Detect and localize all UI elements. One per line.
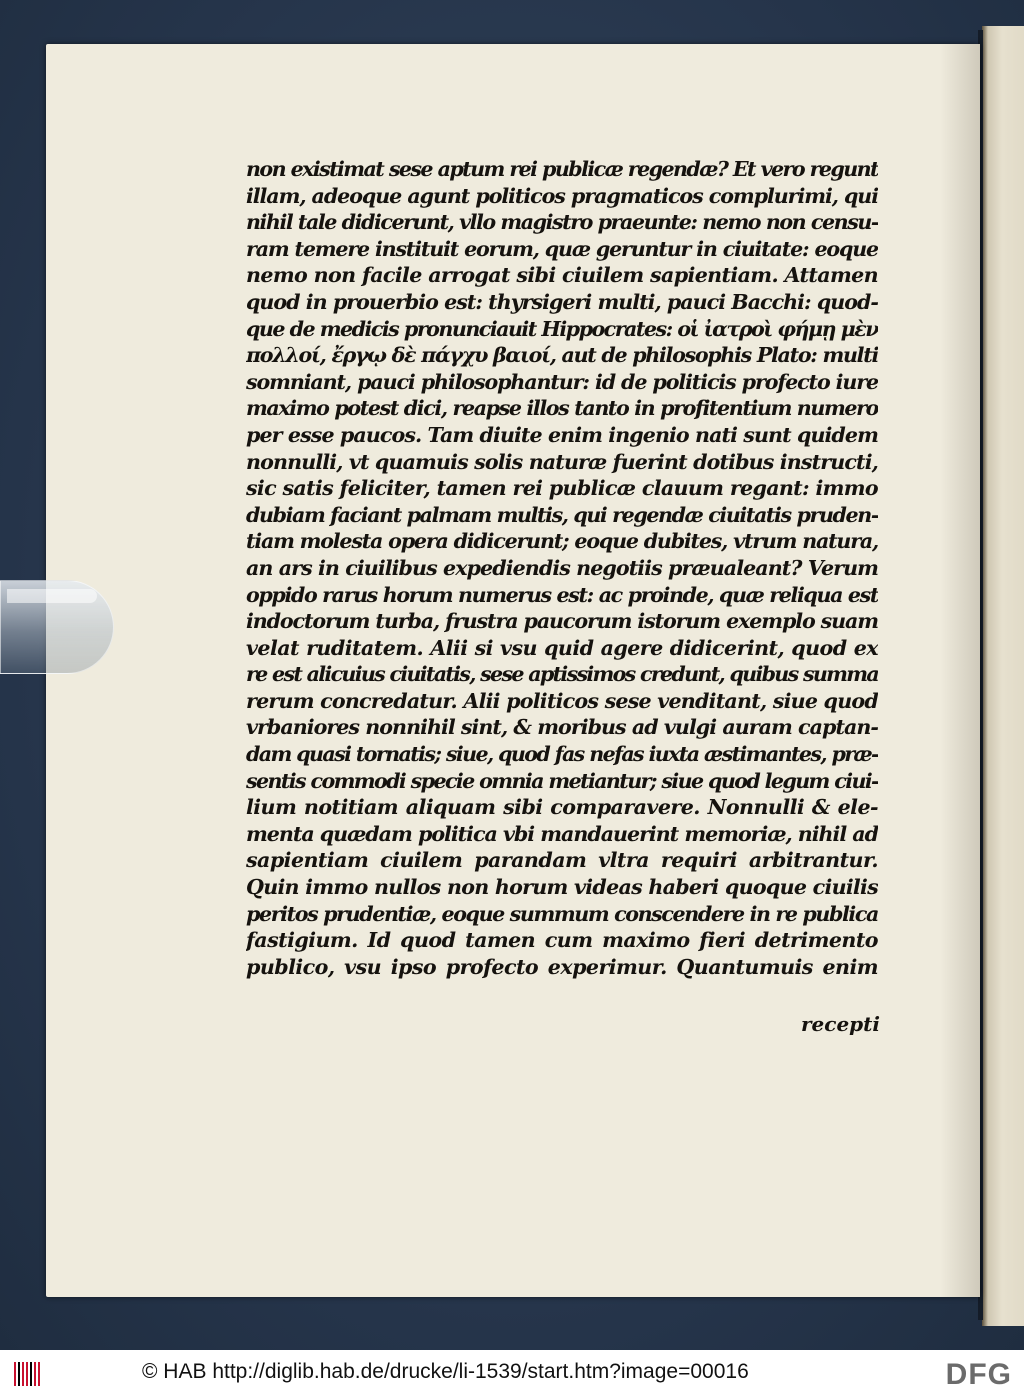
text-line: re est alicuius ciuitatis, sese aptissimos credunt, quibus summa — [246, 662, 878, 687]
text-line: an ars in ciuilibus expediendis negotiis præualeant? Verum — [246, 555, 878, 580]
text-line: maximo potest dici, reapse illos tanto in profitentium numero — [246, 396, 878, 421]
text-line: dubiam faciant palmam multis, qui regendæ ciuitatis pruden- — [246, 502, 878, 527]
dfg-logo: DFG — [945, 1358, 1012, 1391]
page-text — [246, 156, 878, 980]
text-line: Quin immo nullos non horum videas haberi quoque ciuilis — [246, 875, 878, 900]
text-line: sapientiam ciuilem parandam vltra requiri arbitrantur. — [246, 848, 878, 873]
show-through-top — [380, 110, 389, 135]
text-line: tiam molesta opera didicerunt; eoque dubites, vtrum natura, — [246, 529, 878, 554]
text-line: publico, vsu ipso profecto experimur. Quantumuis enim — [246, 954, 878, 979]
text-line: lium notitiam aliquam sibi comparavere. Nonnulli & ele- — [246, 795, 878, 820]
text-line: que de medicis pronunciauit Hippocrates: οἱ ἰατροὶ φήμῃ μὲν — [246, 316, 878, 341]
text-line: nemo non facile arrogat sibi ciuilem sapientiam. Attamen — [246, 263, 878, 288]
page-holder-clip — [0, 580, 114, 674]
text-line: quod in prouerbio est: thyrsigeri multi, pauci Bacchi: quod- — [246, 289, 878, 314]
text-line: illam, adeoque agunt politicos pragmaticos complurimi, qui — [246, 183, 878, 208]
text-line: somniant, pauci philosophantur: id de politicis profecto iure — [246, 369, 878, 394]
text-line: oppido rarus horum numerus est: ac proinde, quæ reliqua est — [246, 582, 878, 607]
text-line: vrbaniores nonnihil sint, & moribus ad vulgi auram captan- — [246, 715, 878, 740]
text-line: non existimat sese aptum rei publicæ regendæ? Et vero regunt — [246, 157, 878, 181]
adjacent-page-edge — [982, 26, 1024, 1326]
text-line: per esse paucos. Tam diuite enim ingenio nati sunt quidem — [246, 422, 878, 447]
text-line: sic satis feliciter, tamen rei publicæ clauum regant: immo — [246, 476, 878, 501]
text-line: peritos prudentiæ, eoque summum conscendere in re publica — [246, 901, 878, 926]
copyright-link[interactable]: © HAB http://diglib.hab.de/drucke/li-1539/start.htm?image=00016 — [142, 1360, 749, 1383]
text-line: dam quasi tornatis; siue, quod fas nefas iuxta æstimantes, præ- — [246, 742, 878, 767]
text-line: fastigium. Id quod tamen cum maximo fieri detrimento — [246, 928, 878, 953]
text-line: nihil tale didicerunt, vllo magistro praeunte: nemo non censu- — [246, 210, 878, 235]
footer-bar — [0, 1350, 1024, 1399]
hab-logo-icon — [14, 1362, 42, 1386]
text-line: ram temere instituit eorum, quæ geruntur in ciuitate: eoque — [246, 236, 878, 261]
text-line: indoctorum turba, frustra paucorum istorum exemplo suam — [246, 609, 878, 634]
text-line: πολλοί, ἔργῳ δὲ πάγχυ βαιοί, aut de philosophis Plato: multi — [246, 343, 878, 368]
text-line: rerum concredatur. Alii politicos sese venditant, siue quod — [246, 688, 878, 713]
text-line: velat ruditatem. Alii si vsu quid agere didicerint, quod ex — [246, 635, 878, 660]
text-line: sentis commodi specie omnia metiantur; siue quod legum ciui- — [246, 768, 878, 793]
text-line: nonnulli, vt quamuis solis naturæ fuerint dotibus instructi, — [246, 449, 878, 474]
text-line: menta quædam politica vbi mandauerint memoriæ, nihil ad — [246, 821, 878, 846]
catchword: recepti — [801, 1012, 880, 1036]
